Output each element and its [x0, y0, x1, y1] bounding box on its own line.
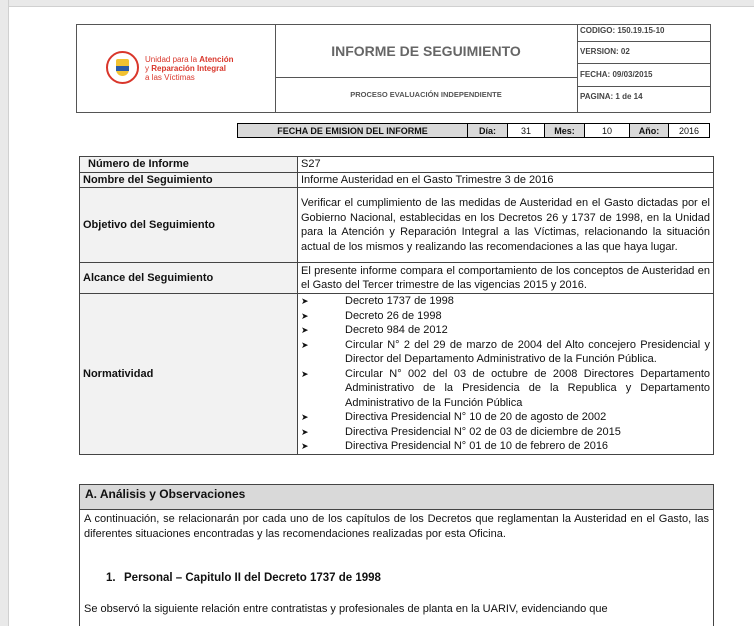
subsection-heading	[80, 572, 713, 584]
objective-value: Verificar el cumplimiento de las medidas de Austeridad en el Gasto dictadas por el Gobierno Nacional, establecidas en los Decretos 26 y 1737 de 1998, en la Unidad para la Atención y Reparación Integral a las Víctimas, relacionando la situación actual de los mismos y realizando las recomendaciones a las que haya lugar.	[298, 188, 714, 263]
list-item: ➤ Decreto 1737 de 1998	[301, 294, 710, 309]
day-value: 31	[508, 124, 545, 137]
section-intro: A continuación, se relacionarán por cada uno de los capítulos de los Decretos que reglamentan la Austeridad en el Gasto, las diferentes situaciones encontradas y las recomendaciones realizadas por esta Oficina.	[84, 513, 709, 540]
regulations-value	[298, 294, 714, 455]
list-item: ➤ Circular N° 002 del 03 de octubre de 2008 Directores Departamento Administrativo de la Presidencia de la Republica y Departamento Administrativo de la Función Pública	[301, 367, 710, 411]
emission-date-row	[237, 123, 710, 138]
subsection-paragraph: Se observó la siguiente relación entre contratistas y profesionales de planta en la UARIV, evidenciando que	[84, 603, 608, 615]
pagina: PAGINA: 1 de 14	[580, 92, 643, 101]
regulations-list	[301, 294, 710, 454]
year-label: Año:	[630, 124, 669, 137]
document-meta	[577, 25, 710, 112]
scope-label: Alcance del Seguimiento	[80, 263, 298, 294]
analysis-section	[79, 484, 714, 626]
coat-of-arms-icon	[106, 51, 139, 84]
list-item: ➤ Directiva Presidencial N° 01 de 10 de febrero de 2016	[301, 439, 710, 454]
title-cell	[275, 25, 578, 112]
year-value: 2016	[678, 125, 700, 136]
list-item: ➤ Decreto 984 de 2012	[301, 323, 710, 338]
fecha: FECHA: 09/03/2015	[580, 70, 653, 79]
objective-label: Objetivo del Seguimiento	[80, 188, 298, 263]
organization-logo-text: Unidad para la Atención y Reparación Integral a las Víctimas	[145, 55, 234, 82]
window-top-edge	[0, 0, 754, 7]
month-value: 10	[585, 124, 630, 137]
tracking-name-label: Nombre del Seguimiento	[80, 172, 298, 188]
regulations-label: Normatividad	[80, 294, 298, 455]
list-item: ➤ Circular N° 2 del 29 de marzo de 2004 del Alto concejero Presidencial y Director del Departamento Administrativo de la Función Pública.	[301, 338, 710, 367]
subsection-number: 1.	[106, 572, 116, 584]
document-title: INFORME DE SEGUIMIENTO	[275, 25, 577, 78]
codigo: CODIGO: 150.19.15-10	[580, 26, 665, 35]
document-header	[76, 24, 711, 113]
month-label: Mes:	[545, 124, 585, 137]
report-info-table	[79, 156, 714, 455]
emission-label: FECHA DE EMISION DEL INFORME	[238, 124, 468, 137]
logo-cell	[77, 25, 276, 112]
day-label: Día:	[468, 124, 508, 137]
list-item: ➤ Decreto 26 de 1998	[301, 309, 710, 324]
document-subtitle: PROCESO EVALUACIÓN INDEPENDIENTE	[350, 90, 502, 99]
tracking-name-value: Informe Austeridad en el Gasto Trimestre 3 de 2016	[298, 172, 714, 188]
scope-value: El presente informe compara el comportamiento de los conceptos de Austeridad en el Gasto del Tercer trimestre de las vigencias 2015 y 2016.	[298, 263, 714, 294]
report-number-value: S27	[298, 157, 714, 173]
report-number-label: Número de Informe	[80, 157, 298, 173]
list-item: ➤ Directiva Presidencial N° 10 de 20 de agosto de 2002	[301, 410, 710, 425]
list-item: ➤ Directiva Presidencial N° 02 de 03 de diciembre de 2015	[301, 425, 710, 440]
window-left-edge	[0, 0, 9, 626]
subsection-title: Personal – Capitulo II del Decreto 1737 de 1998	[124, 572, 381, 584]
section-title: A. Análisis y Observaciones	[80, 485, 713, 510]
version: VERSION: 02	[580, 47, 630, 56]
